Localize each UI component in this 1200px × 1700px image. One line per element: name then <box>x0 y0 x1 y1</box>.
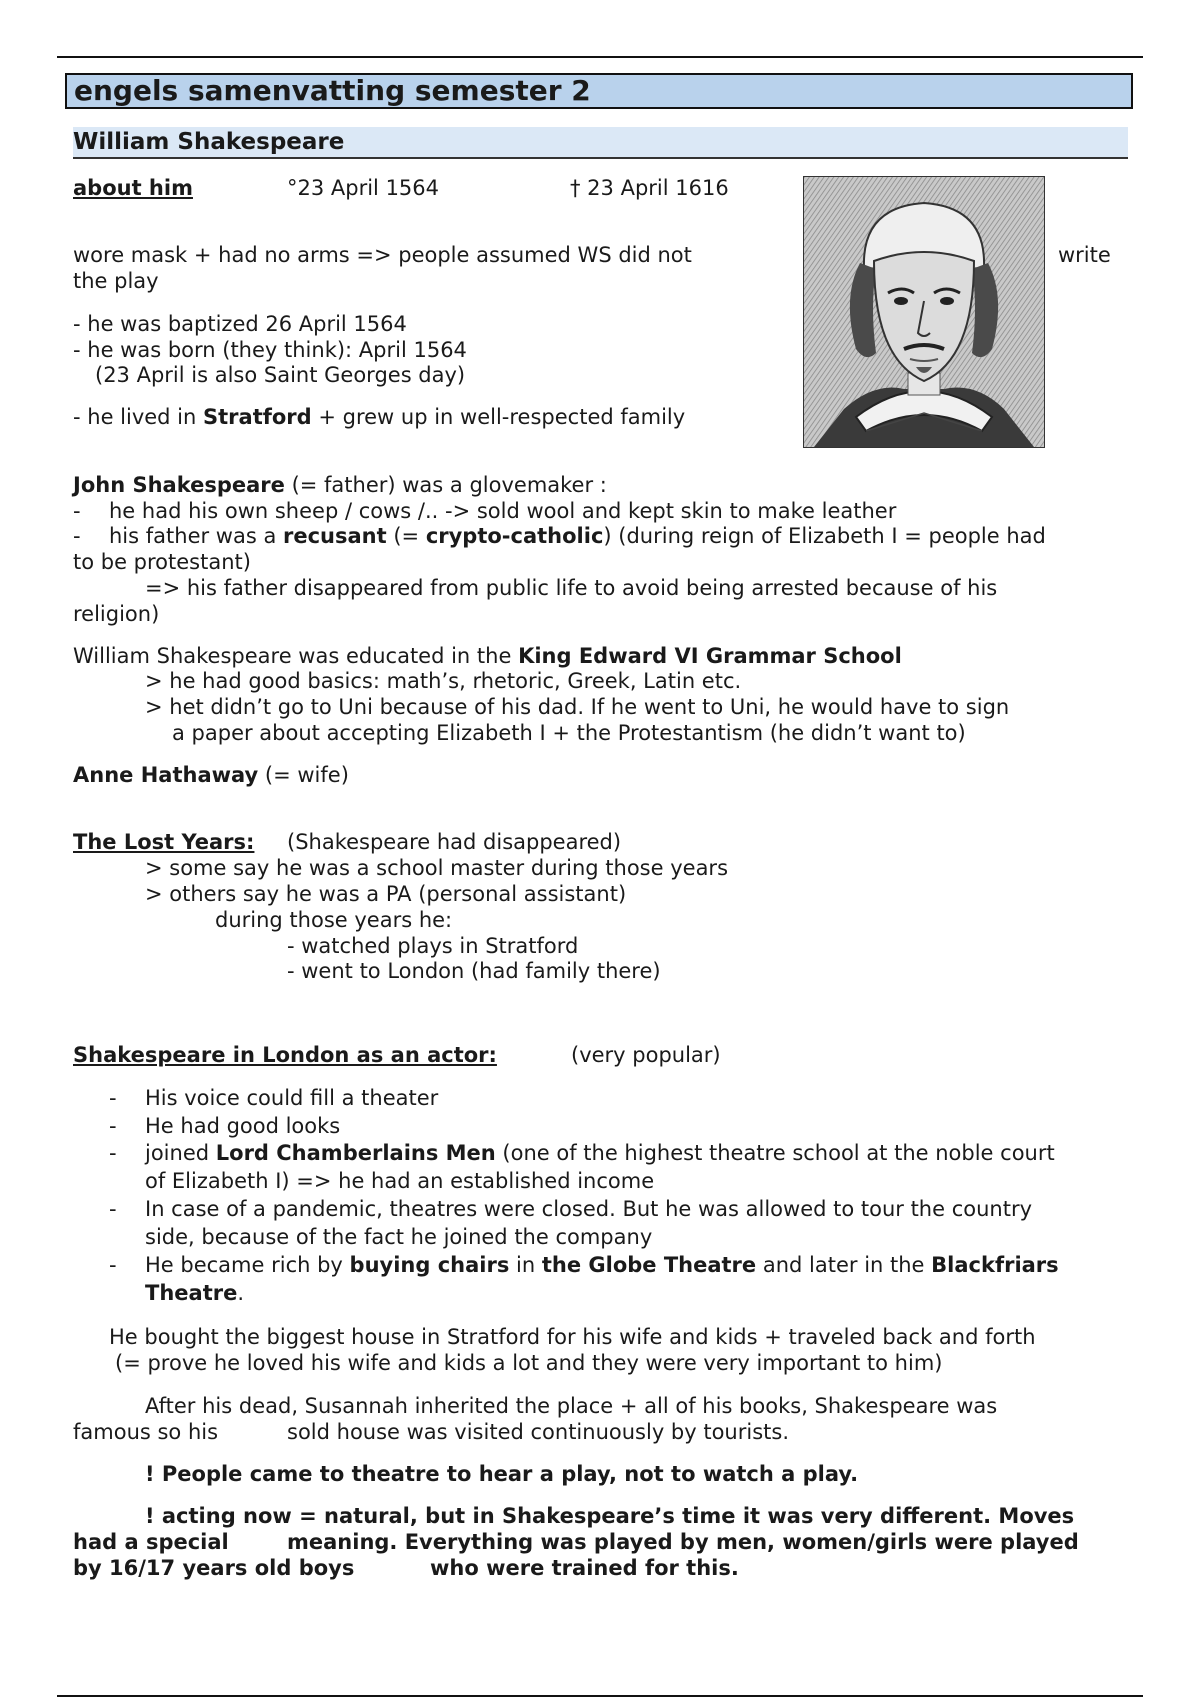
house-line-1: He bought the biggest house in Stratford for his wife and kids + traveled back and forth <box>109 1325 1036 1349</box>
london-bullet-dash: - <box>109 1197 117 1221</box>
london-bullet-dash: - <box>109 1253 117 1277</box>
london-bullet-dash: - <box>109 1086 117 1110</box>
anne-line: Anne Hathaway (= wife) <box>73 763 349 787</box>
mask-text-write: write <box>1058 243 1111 267</box>
lost-years-point-1: > some say he was a school master during those years <box>145 856 729 880</box>
death-date: † 23 April 1616 <box>570 176 729 200</box>
london-bullet-dash: - <box>109 1141 117 1165</box>
birth-date: °23 April 1564 <box>287 176 440 200</box>
john-heading: John Shakespeare (= father) was a glovemaker : <box>73 473 607 497</box>
house-line-3: After his dead, Susannah inherited the place + all of his books, Shakespeare was <box>145 1394 998 1418</box>
shakespeare-portrait <box>803 176 1045 448</box>
john-consequence-line2: religion) <box>73 602 160 626</box>
bottom-rule <box>57 1695 1143 1697</box>
lost-years-point-3: during those years he: <box>215 908 453 932</box>
london-note: (very popular) <box>571 1043 721 1067</box>
lost-years-note: (Shakespeare had disappeared) <box>287 830 622 854</box>
house-line-4a: famous so his <box>73 1420 219 1444</box>
education-line: William Shakespeare was educated in the King Edward VI Grammar School <box>73 644 902 668</box>
lost-years-point-5: - went to London (had family there) <box>287 959 661 983</box>
london-heading: Shakespeare in London as an actor: <box>73 1043 497 1067</box>
john-bullet-2: his father was a recusant (= crypto-catholic) (during reign of Elizabeth I = people had <box>109 524 1046 548</box>
baptized-line: - he was baptized 26 April 1564 <box>73 312 407 336</box>
house-line-2: (= prove he loved his wife and kids a lot and they were very important to him) <box>115 1351 943 1375</box>
lost-years-point-4: - watched plays in Stratford <box>287 934 579 958</box>
note-2-line3a: by 16/17 years old boys <box>73 1556 355 1580</box>
john-bullet-1: he had his own sheep / cows /.. -> sold wool and kept skin to make leather <box>109 499 897 523</box>
lost-years-heading: The Lost Years: <box>73 830 255 854</box>
john-consequence: => his father disappeared from public life to avoid being arrested because of his <box>145 576 998 600</box>
london-item-4-line2: side, because of the fact he joined the company <box>145 1225 653 1249</box>
born-line: - he was born (they think): April 1564 <box>73 338 467 362</box>
note-2-line2a: had a special <box>73 1530 229 1554</box>
note-1: ! People came to theatre to hear a play, not to watch a play. <box>145 1462 859 1486</box>
john-bullet-dash: - <box>73 499 81 523</box>
about-heading: about him <box>73 176 193 200</box>
saint-georges-line: (23 April is also Saint Georges day) <box>95 363 466 387</box>
education-point-1: > he had good basics: math’s, rhetoric, Greek, Latin etc. <box>145 669 742 693</box>
london-item-5: He became rich by buying chairs in the Globe Theatre and later in the Blackfriars <box>145 1253 1059 1277</box>
london-item-4: In case of a pandemic, theatres were closed. But he was allowed to tour the country <box>145 1197 1033 1221</box>
section-heading: William Shakespeare <box>73 127 1128 159</box>
london-item-5-line2: Theatre. <box>145 1281 245 1305</box>
john-bullet-2-line2: to be protestant) <box>73 550 251 574</box>
london-item-3-line2: of Elizabeth I) => he had an established income <box>145 1169 655 1193</box>
john-bullet-dash: - <box>73 524 81 548</box>
note-2-line3b: who were trained for this. <box>430 1556 739 1580</box>
london-item-1: His voice could fill a theater <box>145 1086 439 1110</box>
london-item-3: joined Lord Chamberlains Men (one of the highest theatre school at the noble court <box>145 1141 1055 1165</box>
document-title: engels samenvatting semester 2 <box>65 73 1133 109</box>
note-2-line1: ! acting now = natural, but in Shakespeare’s time it was very different. Moves <box>145 1504 1075 1528</box>
education-point-2: > het didn’t go to Uni because of his dad. If he went to Uni, he would have to sign <box>145 695 1010 719</box>
mask-text-line1: wore mask + had no arms => people assumed WS did not <box>73 243 692 267</box>
lost-years-point-2: > others say he was a PA (personal assistant) <box>145 882 627 906</box>
london-bullet-dash: - <box>109 1114 117 1138</box>
note-2-line2b: meaning. Everything was played by men, women/girls were played <box>287 1530 1079 1554</box>
house-line-4b: sold house was visited continuously by tourists. <box>287 1420 790 1444</box>
london-item-2: He had good looks <box>145 1114 341 1138</box>
top-rule <box>57 56 1143 58</box>
lived-line: - he lived in Stratford + grew up in well-respected family <box>73 405 686 429</box>
mask-text-line2: the play <box>73 269 159 293</box>
education-point-3: a paper about accepting Elizabeth I + the Protestantism (he didn’t want to) <box>172 721 966 745</box>
